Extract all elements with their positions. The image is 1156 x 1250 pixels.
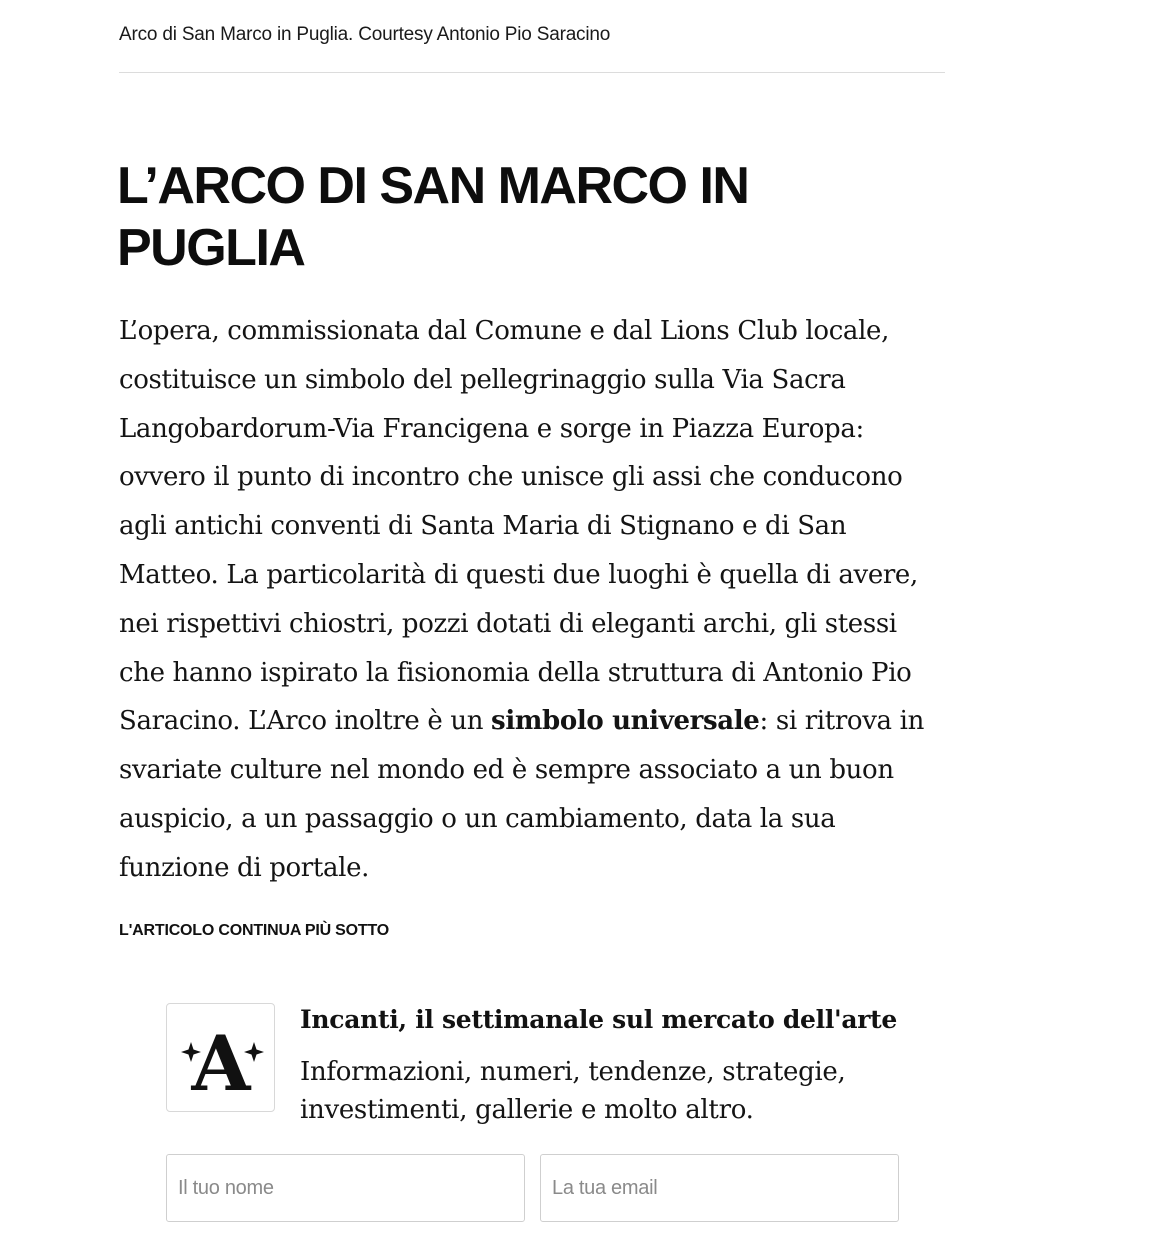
logo-letter: A xyxy=(191,1019,251,1108)
paragraph-text-start: L’opera, commissionata dal Comune e dal Lions Club locale, costituisce un simbolo del pellegrinaggio sulla Via Sacra Langobardorum-Via Francigena e sorge in Piazza Europa: ovvero il punto di incontro che unisce gli assi che conducono agli antichi conventi di Santa Maria di Stignano e di San Matteo. La particolarità di questi due luoghi è quella di avere, nei rispettivi chiostri, pozzi dotati di eleganti archi, gli stessi che hanno ispirato la fisionomia della struttura di Antonio Pio Saracino. L’Arco inoltre è un xyxy=(119,316,918,737)
blackletter-a-logo-icon xyxy=(167,1004,274,1111)
section-heading: L’ARCO DI SAN MARCO IN PUGLIA xyxy=(117,157,749,277)
article-paragraph xyxy=(119,307,949,893)
article-continues-label: L'ARTICOLO CONTINUA PIÙ SOTTO xyxy=(119,922,389,939)
email-input[interactable] xyxy=(540,1154,899,1222)
newsletter-description: Informazioni, numeri, tendenze, strategie, investimenti, gallerie e molto altro. xyxy=(300,1057,846,1125)
paragraph-bold-phrase: simbolo universale xyxy=(491,706,760,737)
caption-divider xyxy=(119,72,945,73)
newsletter-logo xyxy=(166,1003,275,1112)
newsletter-title: Incanti, il settimanale sul mercato dell'arte xyxy=(300,1005,898,1034)
paragraph-text-end: : si ritrova in svariate culture nel mondo ed è sempre associato a un buon auspicio, a un passaggio o un cambiamento, data la sua funzione di portale. xyxy=(119,706,924,883)
name-input[interactable] xyxy=(166,1154,525,1222)
image-caption: Arco di San Marco in Puglia. Courtesy Antonio Pio Saracino xyxy=(119,24,611,45)
